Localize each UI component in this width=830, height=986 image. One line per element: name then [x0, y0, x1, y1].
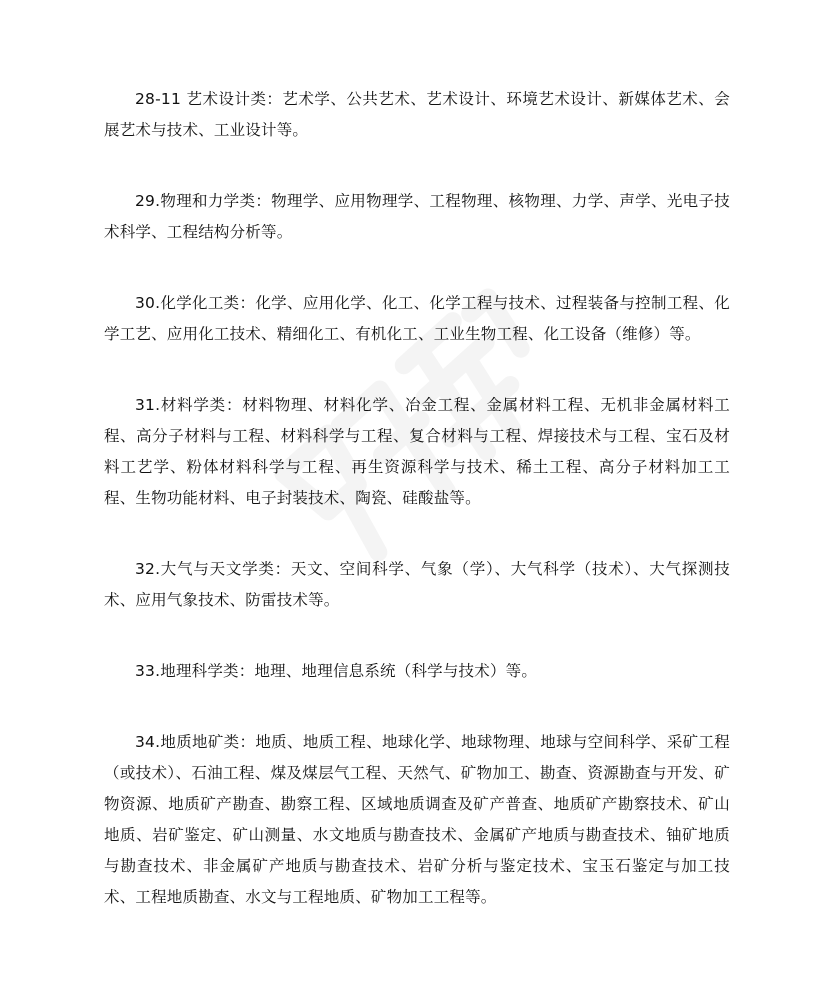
document-content: [104, 84, 730, 913]
paragraph-physics-mechanics-category: 29.物理和力学类：物理学、应用物理学、工程物理、核物理、力学、声学、光电子技术科学、工程结构分析等。: [104, 192, 730, 241]
paragraph-atmosphere-astronomy-category: 32.大气与天文学类：天文、空间科学、气象（学）、大气科学（技术）、大气探测技术、应用气象技术、防雷技术等。: [104, 560, 730, 609]
paragraph-chemistry-engineering-category: 30.化学化工类：化学、应用化学、化工、化学工程与技术、过程装备与控制工程、化学工艺、应用化工技术、精细化工、有机化工、工业生物工程、化工设备（维修）等。: [104, 294, 730, 343]
paragraph-materials-science-category: 31.材料学类：材料物理、材料化学、冶金工程、金属材料工程、无机非金属材料工程、高分子材料与工程、材料科学与工程、复合材料与工程、焊接技术与工程、宝石及材料工艺学、粉体材料科学与工程、再生资源科学与技术、稀土工程、高分子材料加工工程、生物功能材料、电子封装技术、陶瓷、硅酸盐等。: [104, 396, 730, 507]
paragraph-geology-mining-category: 34.地质地矿类：地质、地质工程、地球化学、地球物理、地球与空间科学、采矿工程（或技术）、石油工程、煤及煤层气工程、天然气、矿物加工、勘查、资源勘查与开发、矿物资源、地质矿产勘查、勘察工程、区域地质调查及矿产普查、地质矿产勘察技术、矿山地质、岩矿鉴定、矿山测量、水文地质与勘查技术、金属矿产地质与勘查技术、铀矿地质与勘查技术、非金属矿产地质与勘查技术、岩矿分析与鉴定技术、宝玉石鉴定与加工技术、工程地质勘查、水文与工程地质、矿物加工工程等。: [104, 733, 730, 906]
paragraph-art-design-category: 28-11 艺术设计类：艺术学、公共艺术、艺术设计、环境艺术设计、新媒体艺术、会展艺术与技术、工业设计等。: [104, 90, 730, 139]
paragraph-geography-category: 33.地理科学类：地理、地理信息系统（科学与技术）等。: [135, 662, 538, 680]
